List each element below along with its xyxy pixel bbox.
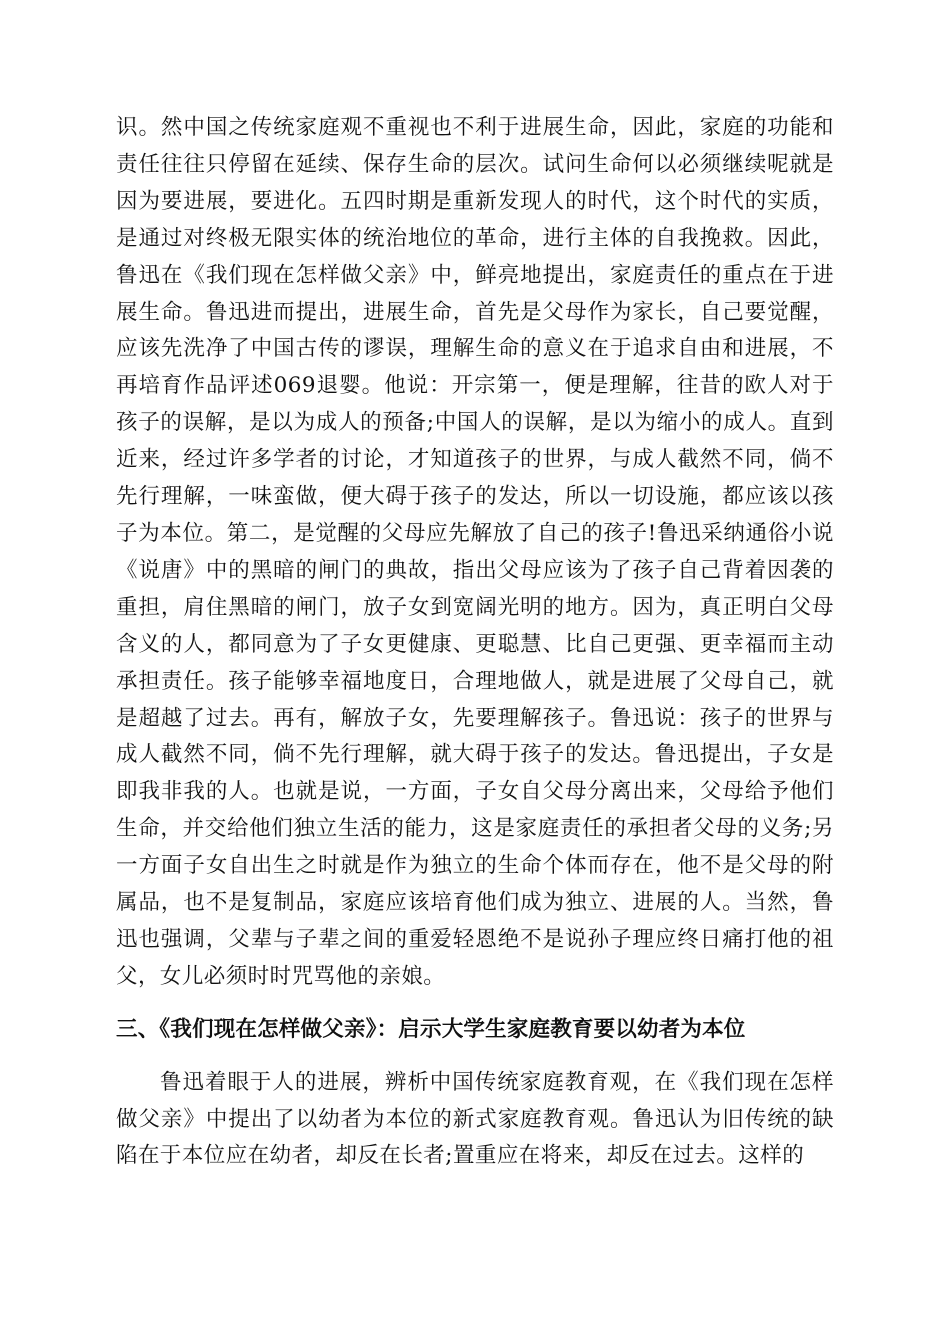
section-heading-3: 三、《我们现在怎样做父亲》：启示大学生家庭教育要以幼者为本位 [116, 1016, 746, 1042]
body-paragraph-2: 鲁迅着眼于人的进展，辨析中国传统家庭教育观，在《我们现在怎样做父亲》中提出了以幼者为本位的新式家庭教育观。鲁迅认为旧传统的缺陷在于本位应在幼者，却反在长者;置重应在将来，却反在过去。这样的 [116, 1069, 834, 1169]
document-page [116, 110, 834, 1175]
body-paragraph-1: 识。然中国之传统家庭观不重视也不利于进展生命，因此，家庭的功能和责任往往只停留在延续、保存生命的层次。试问生命何以必须继续呢就是因为要进展，要进化。五四时期是重新发现人的时代，这个时代的实质，是通过对终极无限实体的统治地位的革命，进行主体的自我挽救。因此，鲁迅在《我们现在怎样做父亲》中，鲜亮地提出，家庭责任的重点在于进展生命。鲁迅进而提出，进展生命，首先是父母作为家长，自己要觉醒，应该先洗净了中国古传的谬误，理解生命的意义在于追求自由和进展，不再培育作品评述069退婴。他说：开宗第一，便是理解，往昔的欧人对于孩子的误解，是以为成人的预备;中国人的误解，是以为缩小的成人。直到近来，经过许多学者的讨论，才知道孩子的世界，与成人截然不同，倘不先行理解，一味蛮做，便大碍于孩子的发达，所以一切设施，都应该以孩子为本位。第二，是觉醒的父母应先解放了自己的孩子!鲁迅采纳通俗小说《说唐》中的黑暗的闸门的典故，指出父母应该为了孩子自己背着因袭的重担，肩住黑暗的闸门，放子女到宽阔光明的地方。因为，真正明白父母含义的人，都同意为了子女更健康、更聪慧、比自己更强、更幸福而主动承担责任。孩子能够幸福地度日，合理地做人，就是进展了父母自己，就是超越了过去。再有，解放子女，先要理解孩子。鲁迅说：孩子的世界与成人截然不同，倘不先行理解，就大碍于孩子的发达。鲁迅提出，子女是即我非我的人。也就是说，一方面，子女自父母分离出来，父母给予他们生命，并交给他们独立生活的能力，这是家庭责任的承担者父母的义务;另一方面子女自出生之时就是作为独立的生命个体而存在，他不是父母的附属品，也不是复制品，家庭应该培育他们成为独立、进展的人。当然，鲁迅也强调，父辈与子辈之间的重爱轻恩绝不是说孙子理应终日痛打他的祖父，女儿必须时时咒骂他的亲娘。 [116, 115, 834, 989]
